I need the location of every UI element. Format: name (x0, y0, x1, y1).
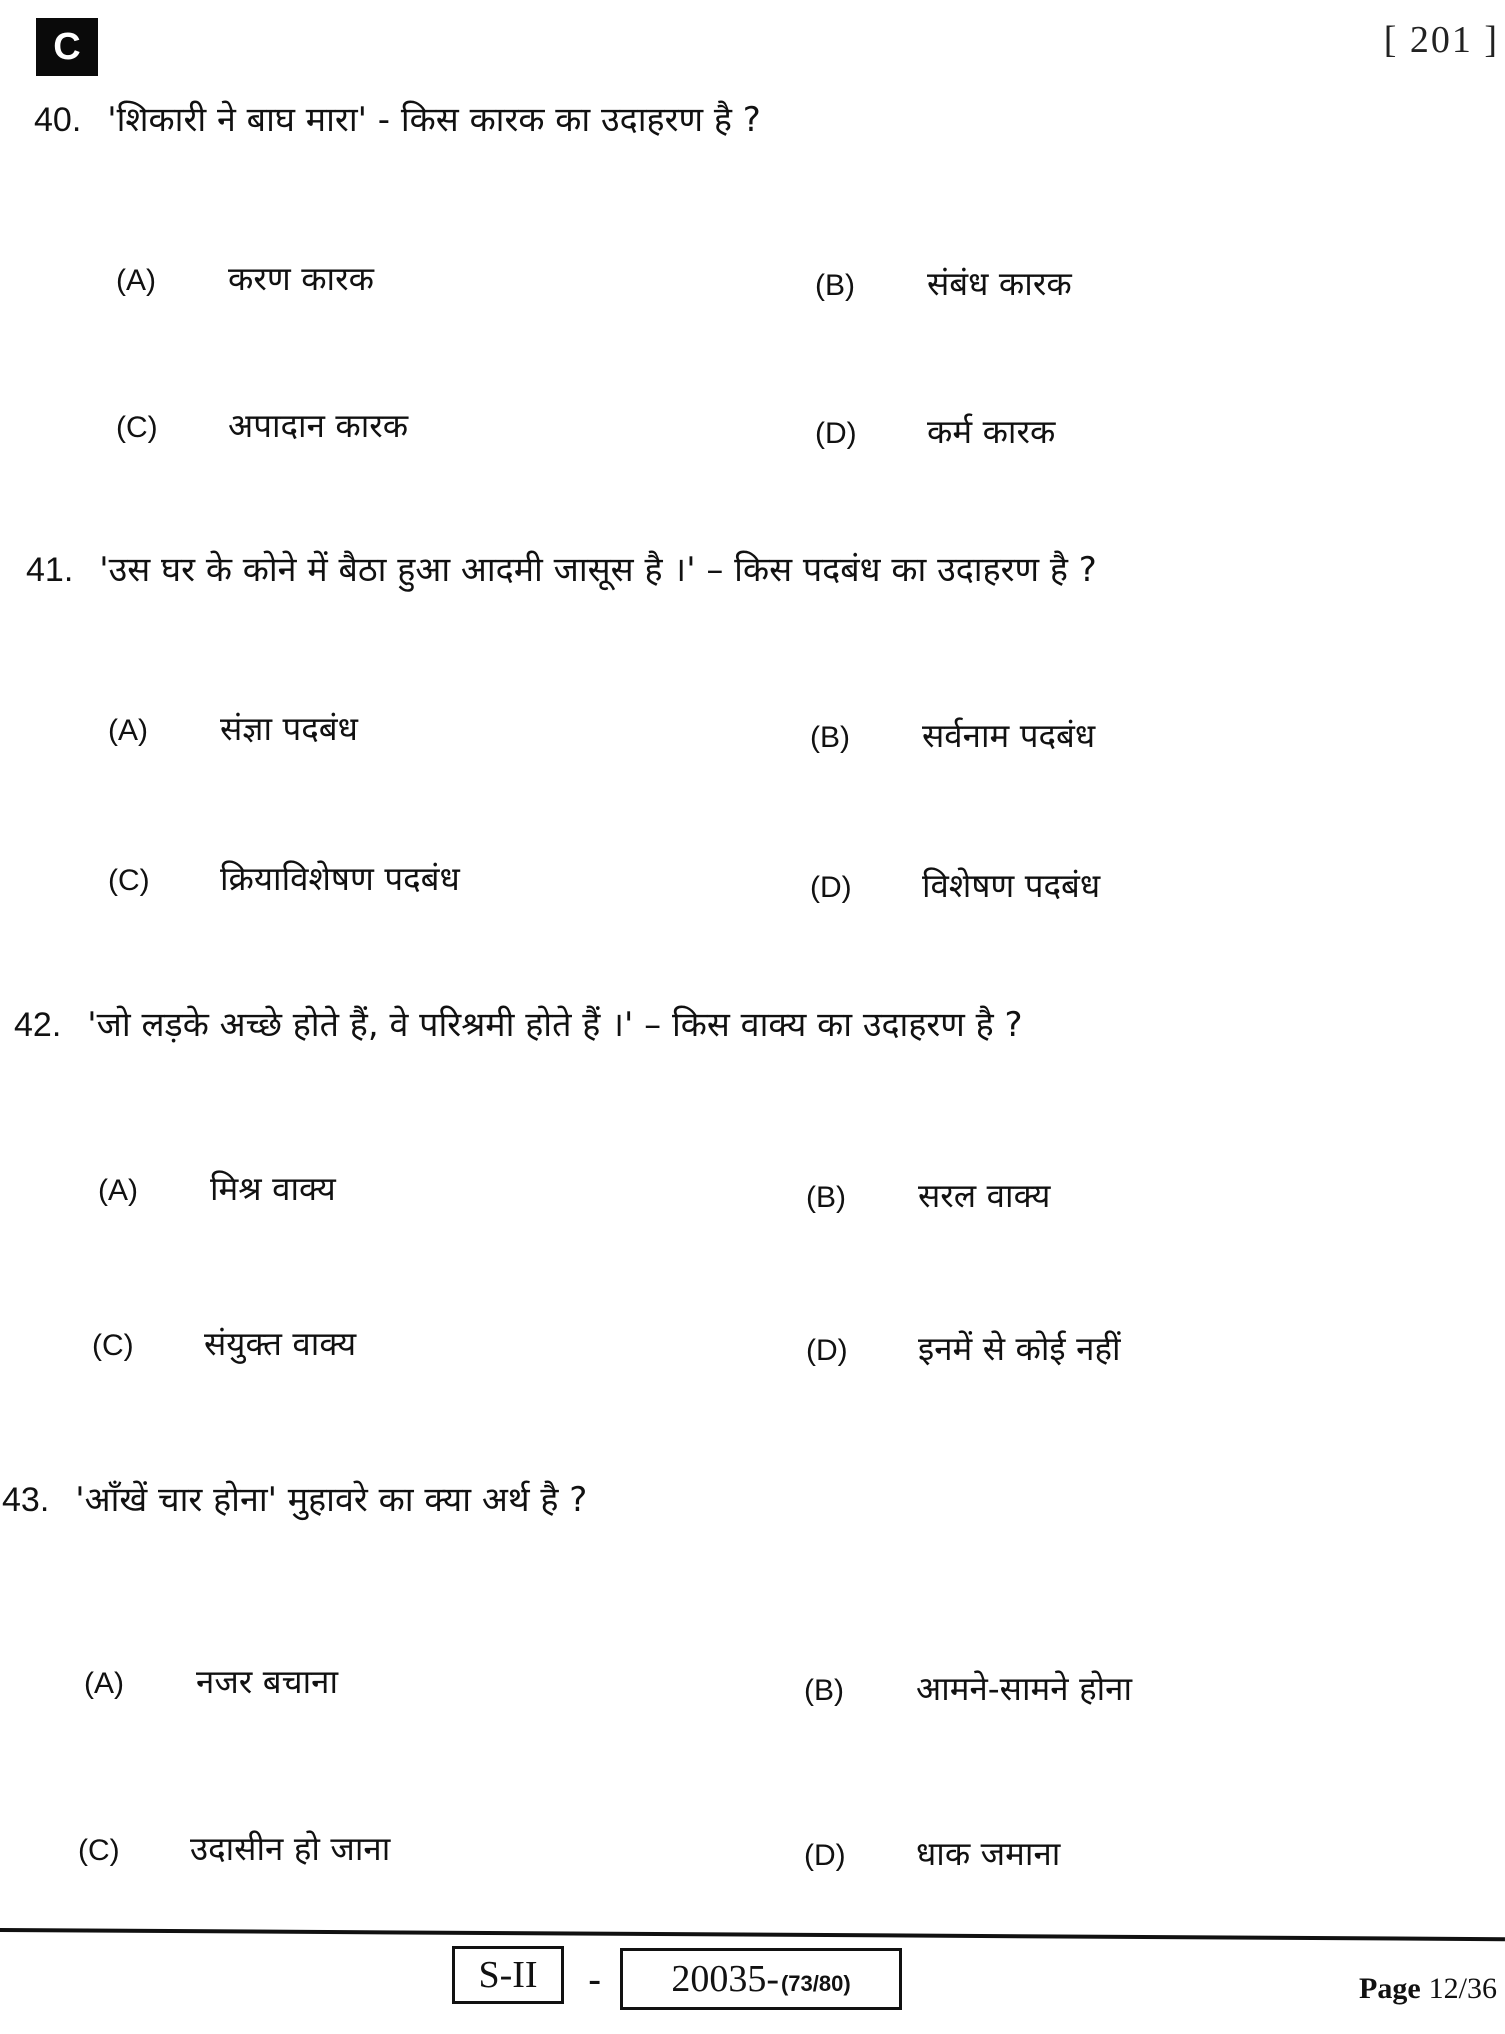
option-41-a[interactable] (108, 705, 358, 750)
question-43 (2, 1480, 587, 1521)
option-text: मिश्र वाक्य (210, 1169, 336, 1208)
question-number: 43. (2, 1481, 50, 1519)
set-badge: C (36, 18, 98, 76)
option-text: क्रियाविशेषण पदबंध (220, 859, 460, 898)
option-text: सरल वाक्य (918, 1176, 1051, 1215)
option-label: (B) (804, 1674, 844, 1707)
option-label: (C) (92, 1329, 134, 1362)
option-text: करण कारक (228, 259, 374, 298)
option-text: नजर बचाना (196, 1662, 338, 1701)
page-value: 12/36 (1428, 1972, 1497, 2005)
option-41-c[interactable] (108, 855, 460, 900)
option-label: (A) (116, 264, 156, 297)
question-40 (34, 100, 761, 141)
paper-code-box (620, 1948, 902, 2010)
option-text: संयुक्त वाक्य (204, 1324, 357, 1363)
option-label: (A) (98, 1174, 138, 1207)
option-label: (C) (116, 411, 158, 444)
option-label: (D) (806, 1334, 848, 1367)
paper-code: 20035- (671, 1958, 779, 2000)
option-text: इनमें से कोई नहीं (918, 1329, 1121, 1368)
option-40-a[interactable] (116, 255, 374, 300)
option-label: (D) (810, 871, 852, 904)
question-text: 'जो लड़के अच्छे होते हैं, वे परिश्रमी होते हैं ।' – किस वाक्य का उदाहरण है ? (87, 1005, 1023, 1045)
option-text: धाक जमाना (916, 1834, 1061, 1873)
option-label: (D) (804, 1839, 846, 1872)
option-43-a[interactable] (84, 1658, 338, 1703)
option-label: (C) (108, 864, 150, 897)
question-number: 40. (34, 101, 82, 139)
option-43-d[interactable] (804, 1830, 1060, 1875)
option-label: (D) (815, 417, 857, 450)
option-41-b[interactable] (810, 712, 1095, 757)
option-label: (A) (108, 714, 148, 747)
option-40-c[interactable] (116, 402, 408, 447)
question-text: 'आँखें चार होना' मुहावरे का क्या अर्थ है ? (75, 1480, 588, 1520)
option-text: विशेषण पदबंध (922, 866, 1101, 905)
option-text: आमने-सामने होना (916, 1669, 1133, 1708)
option-text: सर्वनाम पदबंध (922, 716, 1096, 755)
option-41-d[interactable] (810, 862, 1100, 907)
question-text: 'शिकारी ने बाघ मारा' - किस कारक का उदाहरण है ? (107, 100, 761, 140)
option-text: संज्ञा पदबंध (220, 709, 358, 748)
question-42 (14, 1005, 1023, 1046)
option-text: अपादान कारक (228, 406, 409, 445)
option-label: (C) (78, 1834, 120, 1867)
option-42-b[interactable] (806, 1172, 1050, 1217)
option-text: उदासीन हो जाना (190, 1829, 391, 1868)
series-code-box (452, 1946, 564, 2004)
option-42-a[interactable] (98, 1165, 336, 1210)
option-43-b[interactable] (804, 1665, 1132, 1710)
question-41 (26, 550, 1097, 591)
page-number (1359, 1972, 1497, 2006)
page-label: Page (1359, 1972, 1421, 2005)
series-code: S-II (478, 1954, 538, 1996)
option-label: (B) (806, 1181, 846, 1214)
option-43-c[interactable] (78, 1825, 390, 1870)
option-40-b[interactable] (815, 260, 1072, 305)
option-42-c[interactable] (92, 1320, 356, 1365)
footer-divider (0, 1928, 1505, 1941)
footer-separator: - (588, 1958, 602, 2002)
question-number: 42. (14, 1006, 62, 1044)
option-text: कर्म कारक (927, 412, 1056, 451)
question-text: 'उस घर के कोने में बैठा हुआ आदमी जासूस है ।' – किस पदबंध का उदाहरण है ? (99, 550, 1097, 590)
question-number: 41. (26, 551, 74, 589)
option-42-d[interactable] (806, 1325, 1121, 1370)
option-label: (B) (815, 269, 855, 302)
page-code: [ 201 ] (1383, 19, 1499, 61)
option-label: (B) (810, 721, 850, 754)
paper-code-suffix: (73/80) (780, 1971, 851, 1996)
option-40-d[interactable] (815, 408, 1055, 453)
option-label: (A) (84, 1667, 124, 1700)
option-text: संबंध कारक (927, 264, 1072, 303)
